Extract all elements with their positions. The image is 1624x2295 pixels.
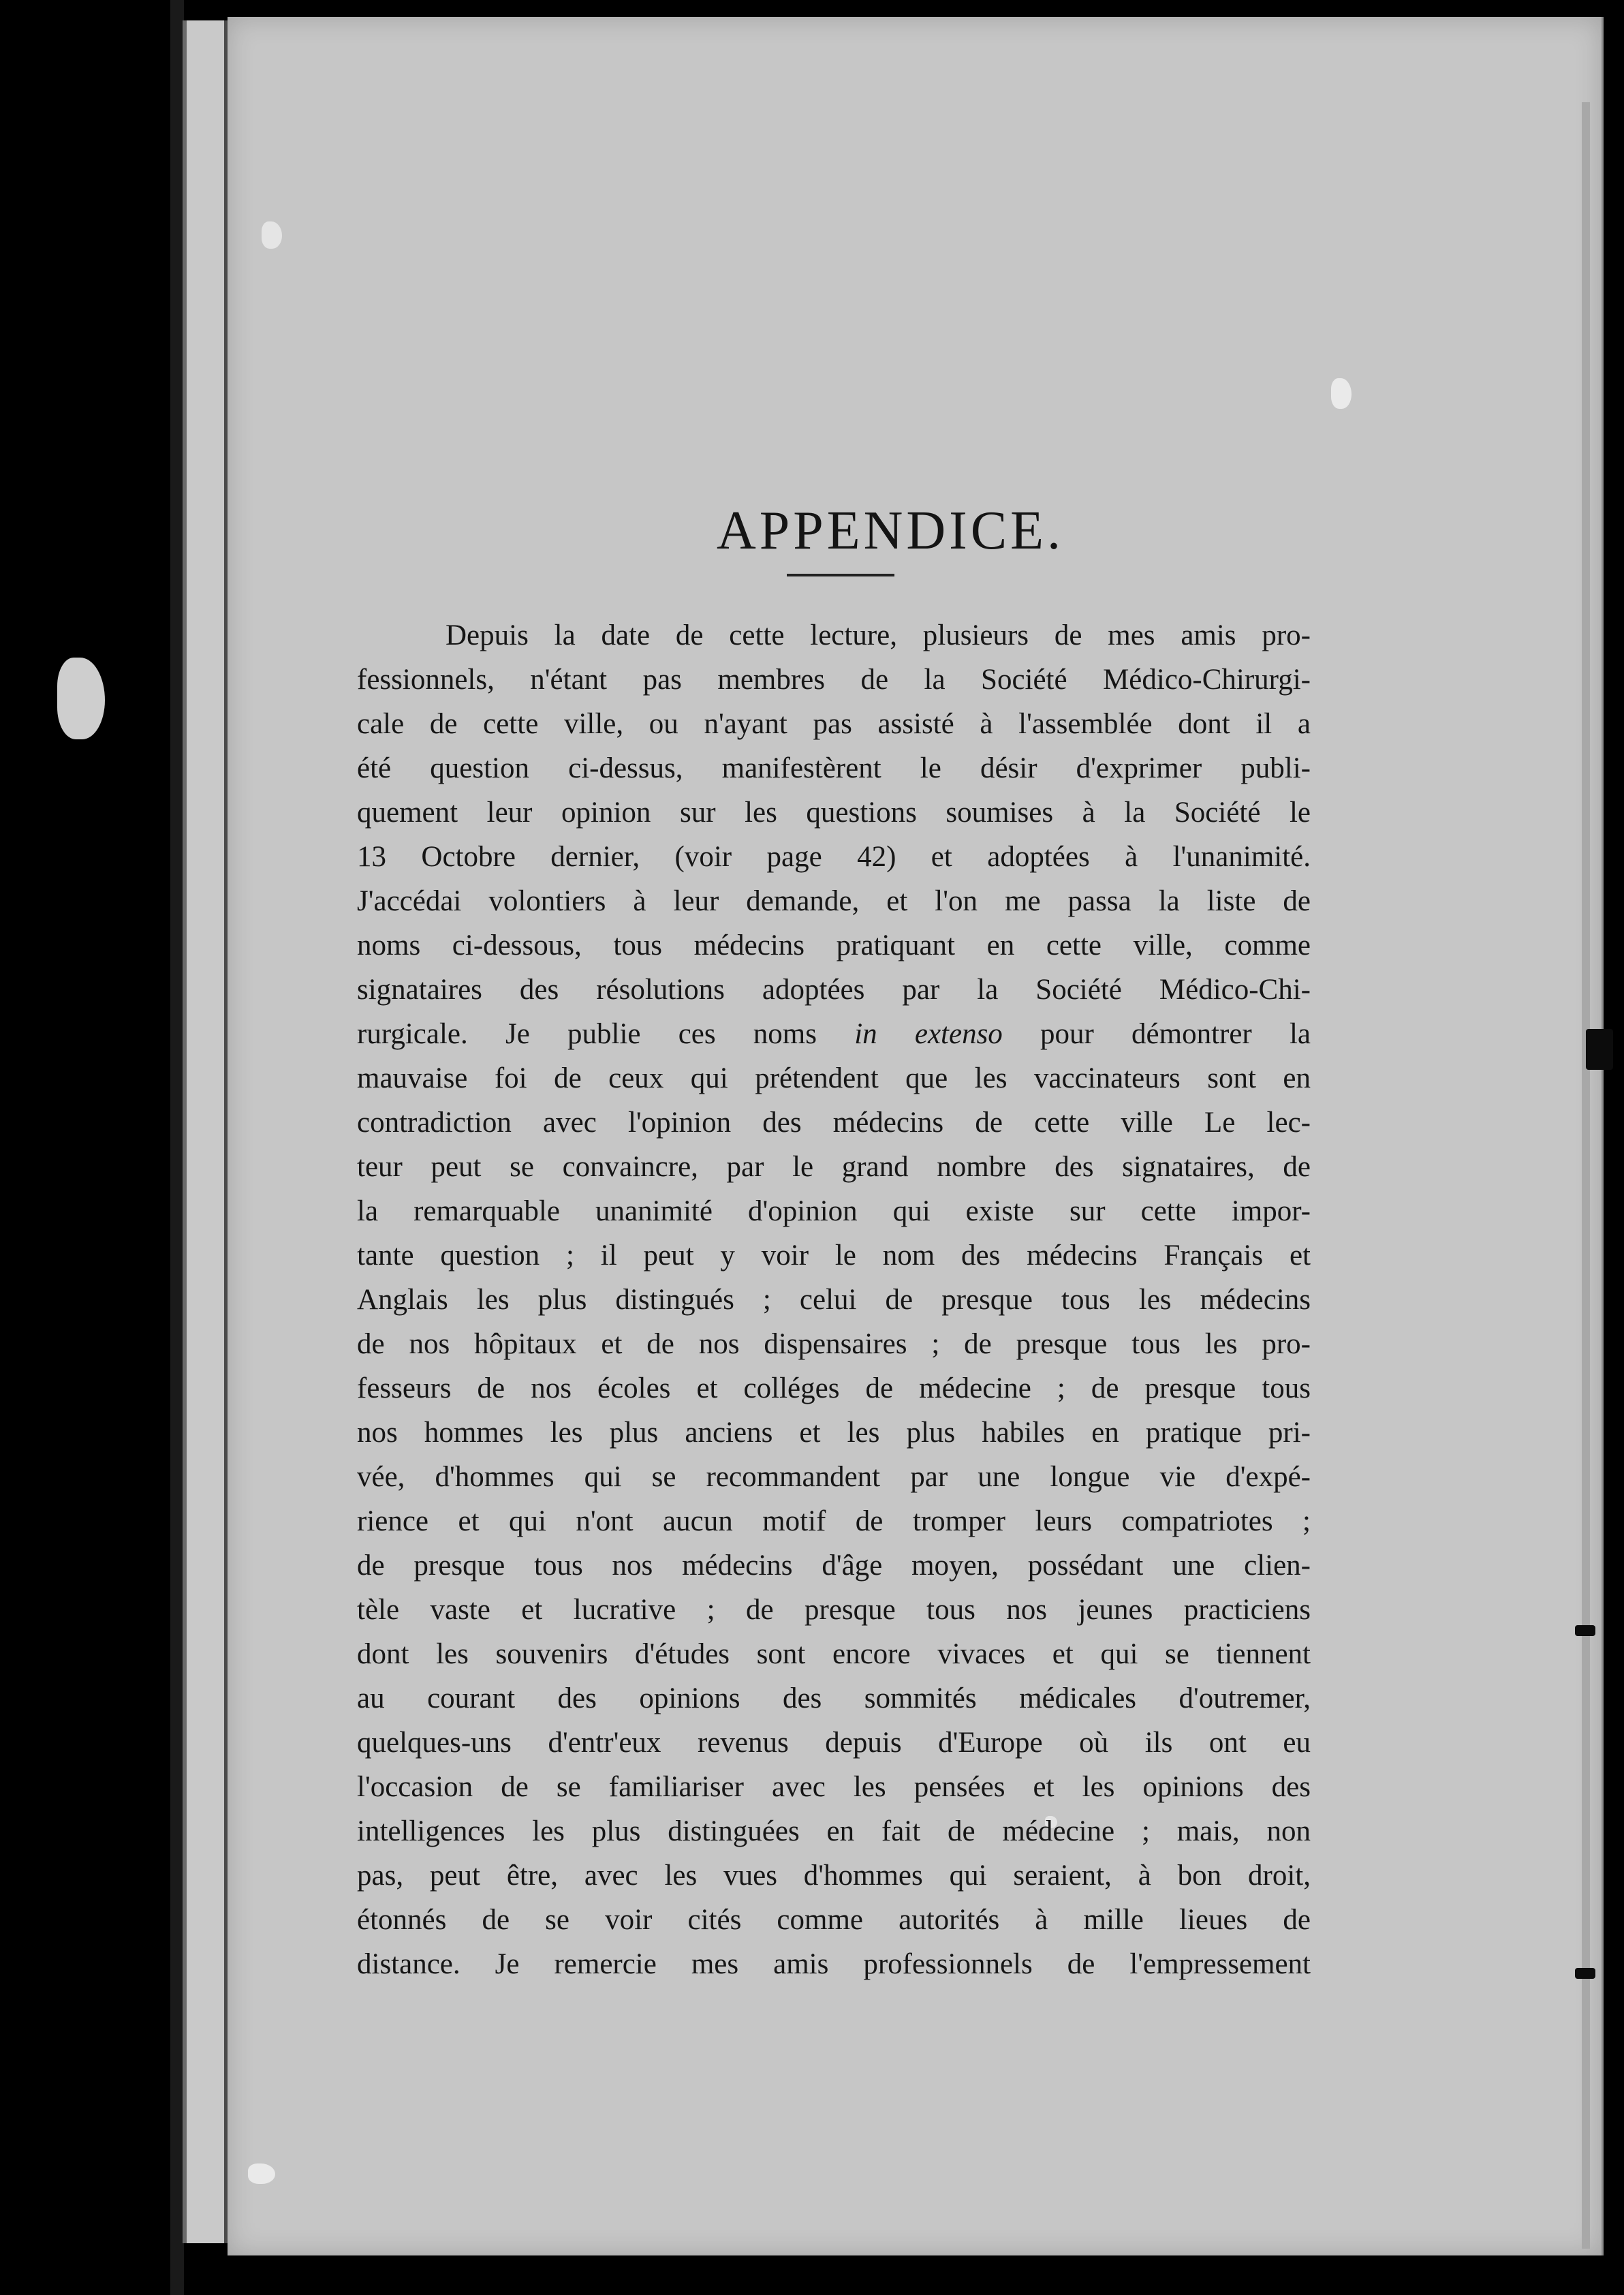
text-line: mauvaise foi de ceux qui prétendent que les vaccinateurs sont en <box>357 1062 1311 1094</box>
paper-stain <box>262 221 282 249</box>
appendix-title: APPENDICE. <box>716 500 1065 561</box>
text-line: signataires des résolutions adoptées par la Société Médico-Chi- <box>357 974 1311 1006</box>
paper-stain <box>1331 378 1352 409</box>
binding-tab <box>1575 1625 1595 1636</box>
text-line: de nos hôpitaux et de nos dispensaires ; de presque tous les pro- <box>357 1328 1311 1360</box>
text-line: tèle vaste et lucrative ; de presque tous nos jeunes practiciens <box>357 1594 1311 1626</box>
text-line: l'occasion de se familiariser avec les pensées et les opinions des <box>357 1771 1311 1803</box>
text-line: teur peut se convaincre, par le grand nombre des signataires, de <box>357 1151 1311 1183</box>
text-line: distance. Je remercie mes amis professionnels de l'empressement <box>357 1948 1311 1980</box>
page-edge <box>1582 102 1590 2249</box>
text-line: au courant des opinions des sommités médicales d'outremer, <box>357 1682 1311 1714</box>
text-line: intelligences les plus distinguées en fait de médecine ; mais, non <box>357 1815 1311 1847</box>
title-rule <box>787 574 894 576</box>
text-line: noms ci-dessous, tous médecins pratiquant en cette ville, comme <box>357 929 1311 961</box>
text-line: fesseurs de nos écoles et colléges de médecine ; de presque tous <box>357 1372 1311 1404</box>
paper-stain <box>248 2163 275 2184</box>
text-line: la remarquable unanimité d'opinion qui existe sur cette impor- <box>357 1195 1311 1227</box>
text-line: quelques-uns d'entr'eux revenus depuis d'Europe où ils ont eu <box>357 1727 1311 1759</box>
text-line: été question ci-dessus, manifestèrent le désir d'exprimer publi- <box>357 752 1311 784</box>
text-segment: rurgicale. Je publie ces noms <box>357 1018 855 1050</box>
text-line: 13 Octobre dernier, (voir page 42) et adoptées à l'unanimité. <box>357 841 1311 873</box>
text-segment: pour démontrer la <box>1002 1018 1311 1050</box>
text-line: cale de cette ville, ou n'ayant pas assisté à l'assemblée dont il a <box>357 708 1311 740</box>
text-line: étonnés de se voir cités comme autorités à mille lieues de <box>357 1904 1311 1936</box>
text-line: pas, peut être, avec les vues d'hommes qui seraient, à bon droit, <box>357 1860 1311 1892</box>
text-line: contradiction avec l'opinion des médecins de cette ville Le lec- <box>357 1107 1311 1139</box>
binding-tab <box>1586 1029 1613 1070</box>
text-line: vée, d'hommes qui se recommandent par une longue vie d'expé- <box>357 1461 1311 1493</box>
text-line: de presque tous nos médecins d'âge moyen, possédant une clien- <box>357 1550 1311 1582</box>
text-line: Anglais les plus distingués ; celui de presque tous les médecins <box>357 1284 1311 1316</box>
film-edge-strip <box>170 0 184 2295</box>
paper-stain <box>57 658 105 739</box>
text-line: tante question ; il peut y voir le nom des médecins Français et <box>357 1239 1311 1272</box>
text-line: nos hommes les plus anciens et les plus habiles en pratique pri- <box>357 1417 1311 1449</box>
text-line: fessionnels, n'étant pas membres de la Société Médico-Chirurgi- <box>357 664 1311 696</box>
text-line-with-emphasis <box>357 1012 1311 1056</box>
text-line: rience et qui n'ont aucun motif de tromper leurs compatriotes ; <box>357 1505 1311 1537</box>
appendix-body <box>357 613 1311 1986</box>
text-line: Depuis la date de cette lecture, plusieurs de mes amis pro- <box>446 619 1311 651</box>
text-line: quement leur opinion sur les questions soumises à la Société le <box>357 797 1311 829</box>
book-spine-edge <box>183 20 228 2243</box>
emphasis-text: in extenso <box>854 1018 1003 1050</box>
binding-tab <box>1575 1968 1595 1979</box>
text-line: dont les souvenirs d'études sont encore vivaces et qui se tiennent <box>357 1638 1311 1670</box>
text-line: J'accédai volontiers à leur demande, et l'on me passa la liste de <box>357 885 1311 917</box>
